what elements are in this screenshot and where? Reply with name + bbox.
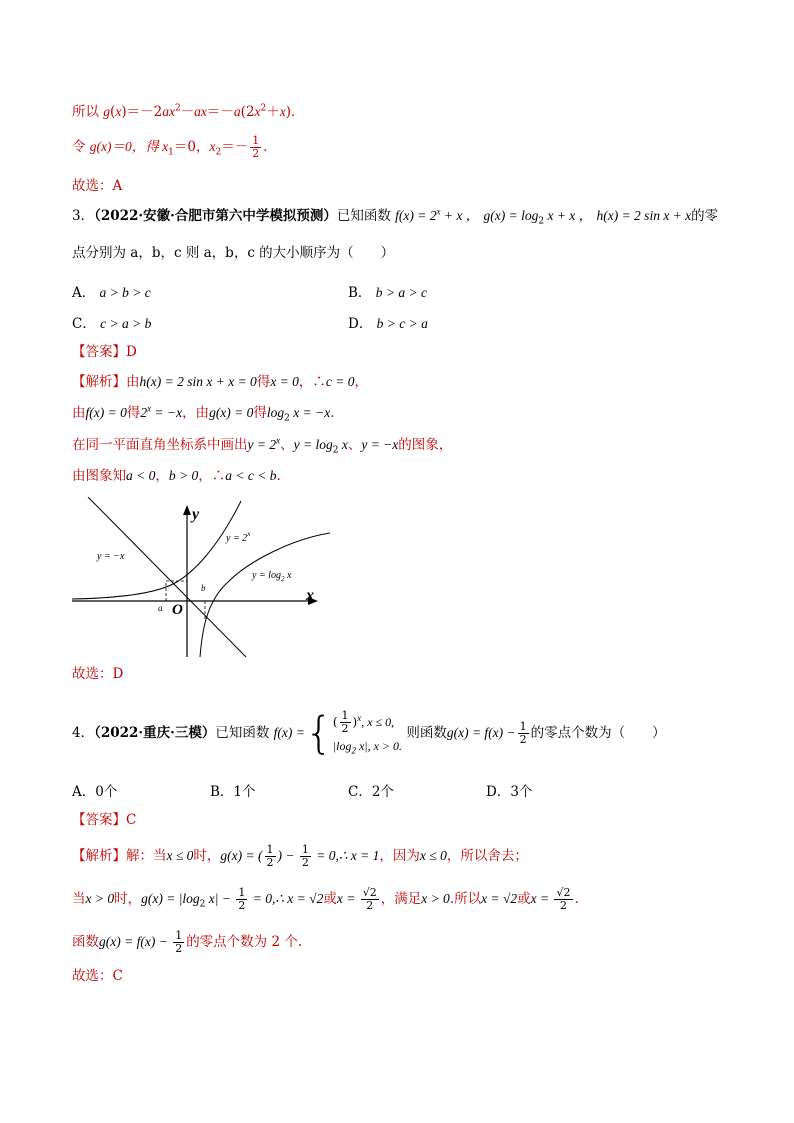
function-graph (68, 497, 330, 659)
q3-stem-line-1: 3．（2022·安徽·合肥市第六中学模拟预测）已知函数 $f(x) = 2^x + x$ ， $g(x) = \log_2 x + x$ ， h(x) = 2 sin x + x的零 (72, 206, 719, 227)
q4-option-c[interactable]: C．2个 (348, 784, 394, 800)
y-axis-label: y (192, 506, 200, 523)
q4-analysis-3: 函数g(x) = f(x) − $\frac{1}{2}$ 的零点个数为 2 个. (72, 929, 303, 955)
q3-analysis-2: 由f(x) = 0得$2^x = -x$，由g(x) = 0得$\log_2 x = -x$. (72, 403, 335, 424)
q3-analysis-1: 【解析】由h(x) = 2 sin x + x = 0得x = 0，∴c = 0， (72, 374, 369, 390)
label-exp: $y = 2^x$ (226, 530, 251, 544)
q4-analysis-2: 当x > 0时，$g(x) = |\log_2$ x| − $\frac{1}{2}$ = 0,∴ x = √2或x = $\frac{√2}{2}$ ，满足x > 0.所以x = √2或x = $\frac{√2}{2}$ . (72, 886, 579, 912)
q3-option-a[interactable]: A． a > b > c (72, 285, 151, 301)
curve-exp (72, 501, 241, 599)
q3-option-c[interactable]: C． c > a > b (72, 316, 152, 332)
label-log: $y = \log_2 x$ (252, 570, 292, 583)
label-y-neg-x: y = −x (97, 551, 125, 562)
q3-stem-line-2: 点分别为 a，b，c 则 a，b，c 的大小顺序为（ ） (72, 245, 395, 261)
q3-answer: 【答案】D (72, 344, 137, 360)
top-line-2: 令 g(x)＝0，得 $x_1=0$，$x_2=-$ $\frac{1}{2}$ ． (72, 134, 277, 160)
q4-answer: 【答案】C (72, 812, 137, 828)
b-label: b (201, 583, 206, 593)
q4-option-b[interactable]: B．1个 (210, 784, 256, 800)
q4-stem: 4．（2022·重庆·三模）已知函数 f(x) ={ ( $\frac{1}{2}$ )$^x$, x ≤ 0, $|\log_2$ x|, x > 0. 则函数g(x) = f(x) − $\frac{1}{2}$ 的零点个数为（ ） (72, 707, 666, 759)
piecewise-cases: ( $\frac{1}{2}$ )$^x$, x ≤ 0, $|\log_2$ x|, x > 0. (332, 709, 403, 756)
line-y-neg-x (88, 497, 246, 657)
fraction: $\frac{1}{2}$ (252, 134, 260, 160)
x-axis-label: x (306, 587, 314, 604)
q3-analysis-4: 由图象知a < 0，b > 0，∴a < c < b. (72, 468, 281, 484)
top-answer: 故选：A (72, 178, 123, 194)
piecewise-brace: { (304, 707, 333, 759)
q3-final: 故选：D (72, 666, 124, 682)
a-label: a (158, 603, 163, 613)
q3-option-d[interactable]: D． b > c > a (348, 316, 428, 332)
top-line-1: 所以 $g(x)=-2ax^2-ax=-a(2x^2+x)$． (72, 103, 305, 120)
origin-label: O (172, 602, 183, 618)
y-axis-arrow (183, 505, 191, 515)
q4-analysis-1: 【解析】解：当x ≤ 0时，g(x) = ( $\frac{1}{2}$ ) − $\frac{1}{2}$ = 0,∴ x = 1，因为x ≤ 0，所以舍去； (72, 843, 528, 869)
q4-final: 故选：C (72, 968, 123, 984)
q3-option-b[interactable]: B． b > a > c (348, 285, 427, 301)
q4-option-d[interactable]: D．3个 (486, 784, 533, 800)
q3-analysis-3: 在同一平面直角坐标系中画出$y = 2^x$、$y = \log_2 x$、y = −x的图象， (72, 435, 453, 456)
q4-option-a[interactable]: A．0个 (72, 784, 118, 800)
